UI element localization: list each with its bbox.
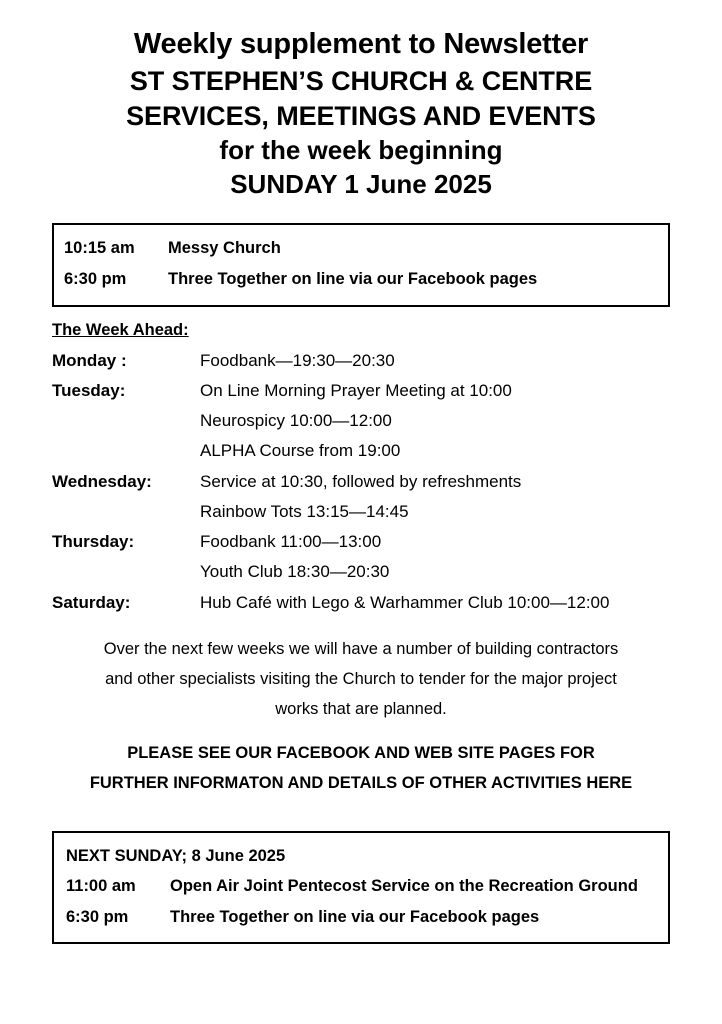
title-line-3: SERVICES, MEETINGS AND EVENTS (126, 100, 596, 131)
week-day-events (200, 467, 692, 528)
service-time: 6:30 pm (64, 269, 127, 288)
week-day-label: Tuesday: (52, 380, 126, 400)
page-title (30, 26, 692, 201)
week-event: Youth Club 18:30—20:30 (200, 562, 390, 582)
week-day-row (52, 467, 692, 528)
next-service-row (66, 871, 658, 902)
facebook-web-notice (52, 738, 670, 799)
next-service-time: 6:30 pm (66, 907, 129, 926)
notice-line-2: and other specialists visiting the Church to tender for the major project (105, 669, 617, 688)
week-day-events (200, 346, 692, 376)
week-event: Service at 10:30, followed by refreshments (200, 471, 522, 491)
week-day-label: Saturday: (52, 592, 131, 612)
week-day-label: Thursday: (52, 532, 135, 551)
week-day-row (52, 376, 692, 467)
week-ahead-list (52, 346, 692, 618)
next-sunday-title: NEXT SUNDAY; 8 June 2025 (66, 846, 286, 865)
title-line-4: for the week beginning (219, 134, 503, 165)
title-line-2: ST STEPHEN’S CHURCH & CENTRE (129, 65, 593, 96)
week-day-label: Monday : (52, 350, 127, 370)
week-event: Neurospicy 10:00—12:00 (200, 411, 392, 430)
service-row (64, 264, 658, 295)
week-event: Rainbow Tots 13:15—14:45 (200, 501, 409, 521)
next-service-description: Open Air Joint Pentecost Service on the Recreation Ground (170, 877, 638, 896)
service-description: Messy Church (168, 239, 281, 258)
service-time: 10:15 am (64, 239, 135, 258)
week-event: Hub Café with Lego & Warhammer Club 10:00—12:00 (200, 592, 610, 612)
title-line-1: Weekly supplement to Newsletter (133, 28, 589, 60)
week-event: Foodbank 11:00—13:00 (200, 532, 382, 551)
next-service-row (66, 902, 658, 933)
week-day-events (200, 376, 692, 467)
service-row (64, 233, 658, 264)
next-service-time: 11:00 am (66, 877, 136, 896)
building-works-notice (64, 634, 658, 724)
service-description: Three Together on line via our Facebook pages (168, 269, 538, 288)
shout-line-2: FURTHER INFORMATON AND DETAILS OF OTHER ACTIVITIES HERE (89, 774, 633, 793)
week-event: On Line Morning Prayer Meeting at 10:00 (200, 380, 512, 400)
shout-line-1: PLEASE SEE OUR FACEBOOK AND WEB SITE PAGES FOR (127, 743, 595, 762)
title-line-5: SUNDAY 1 June 2025 (230, 168, 492, 199)
week-event: Foodbank—19:30—20:30 (200, 350, 395, 370)
week-day-row (52, 346, 692, 376)
next-service-description: Three Together on line via our Facebook pages (170, 907, 540, 926)
week-day-events (200, 588, 692, 618)
week-ahead-title: The Week Ahead: (52, 320, 189, 339)
week-event: ALPHA Course from 19:00 (200, 441, 401, 461)
notice-line-1: Over the next few weeks we will have a number of building contractors (103, 639, 619, 658)
week-day-events (200, 527, 692, 588)
week-day-row (52, 527, 692, 588)
week-day-row (52, 588, 692, 618)
week-ahead-section (30, 307, 692, 618)
next-sunday-box (52, 831, 670, 945)
notice-line-3: works that are planned. (275, 699, 447, 718)
week-day-label: Wednesday: (52, 471, 152, 491)
sunday-services-box (52, 223, 670, 306)
